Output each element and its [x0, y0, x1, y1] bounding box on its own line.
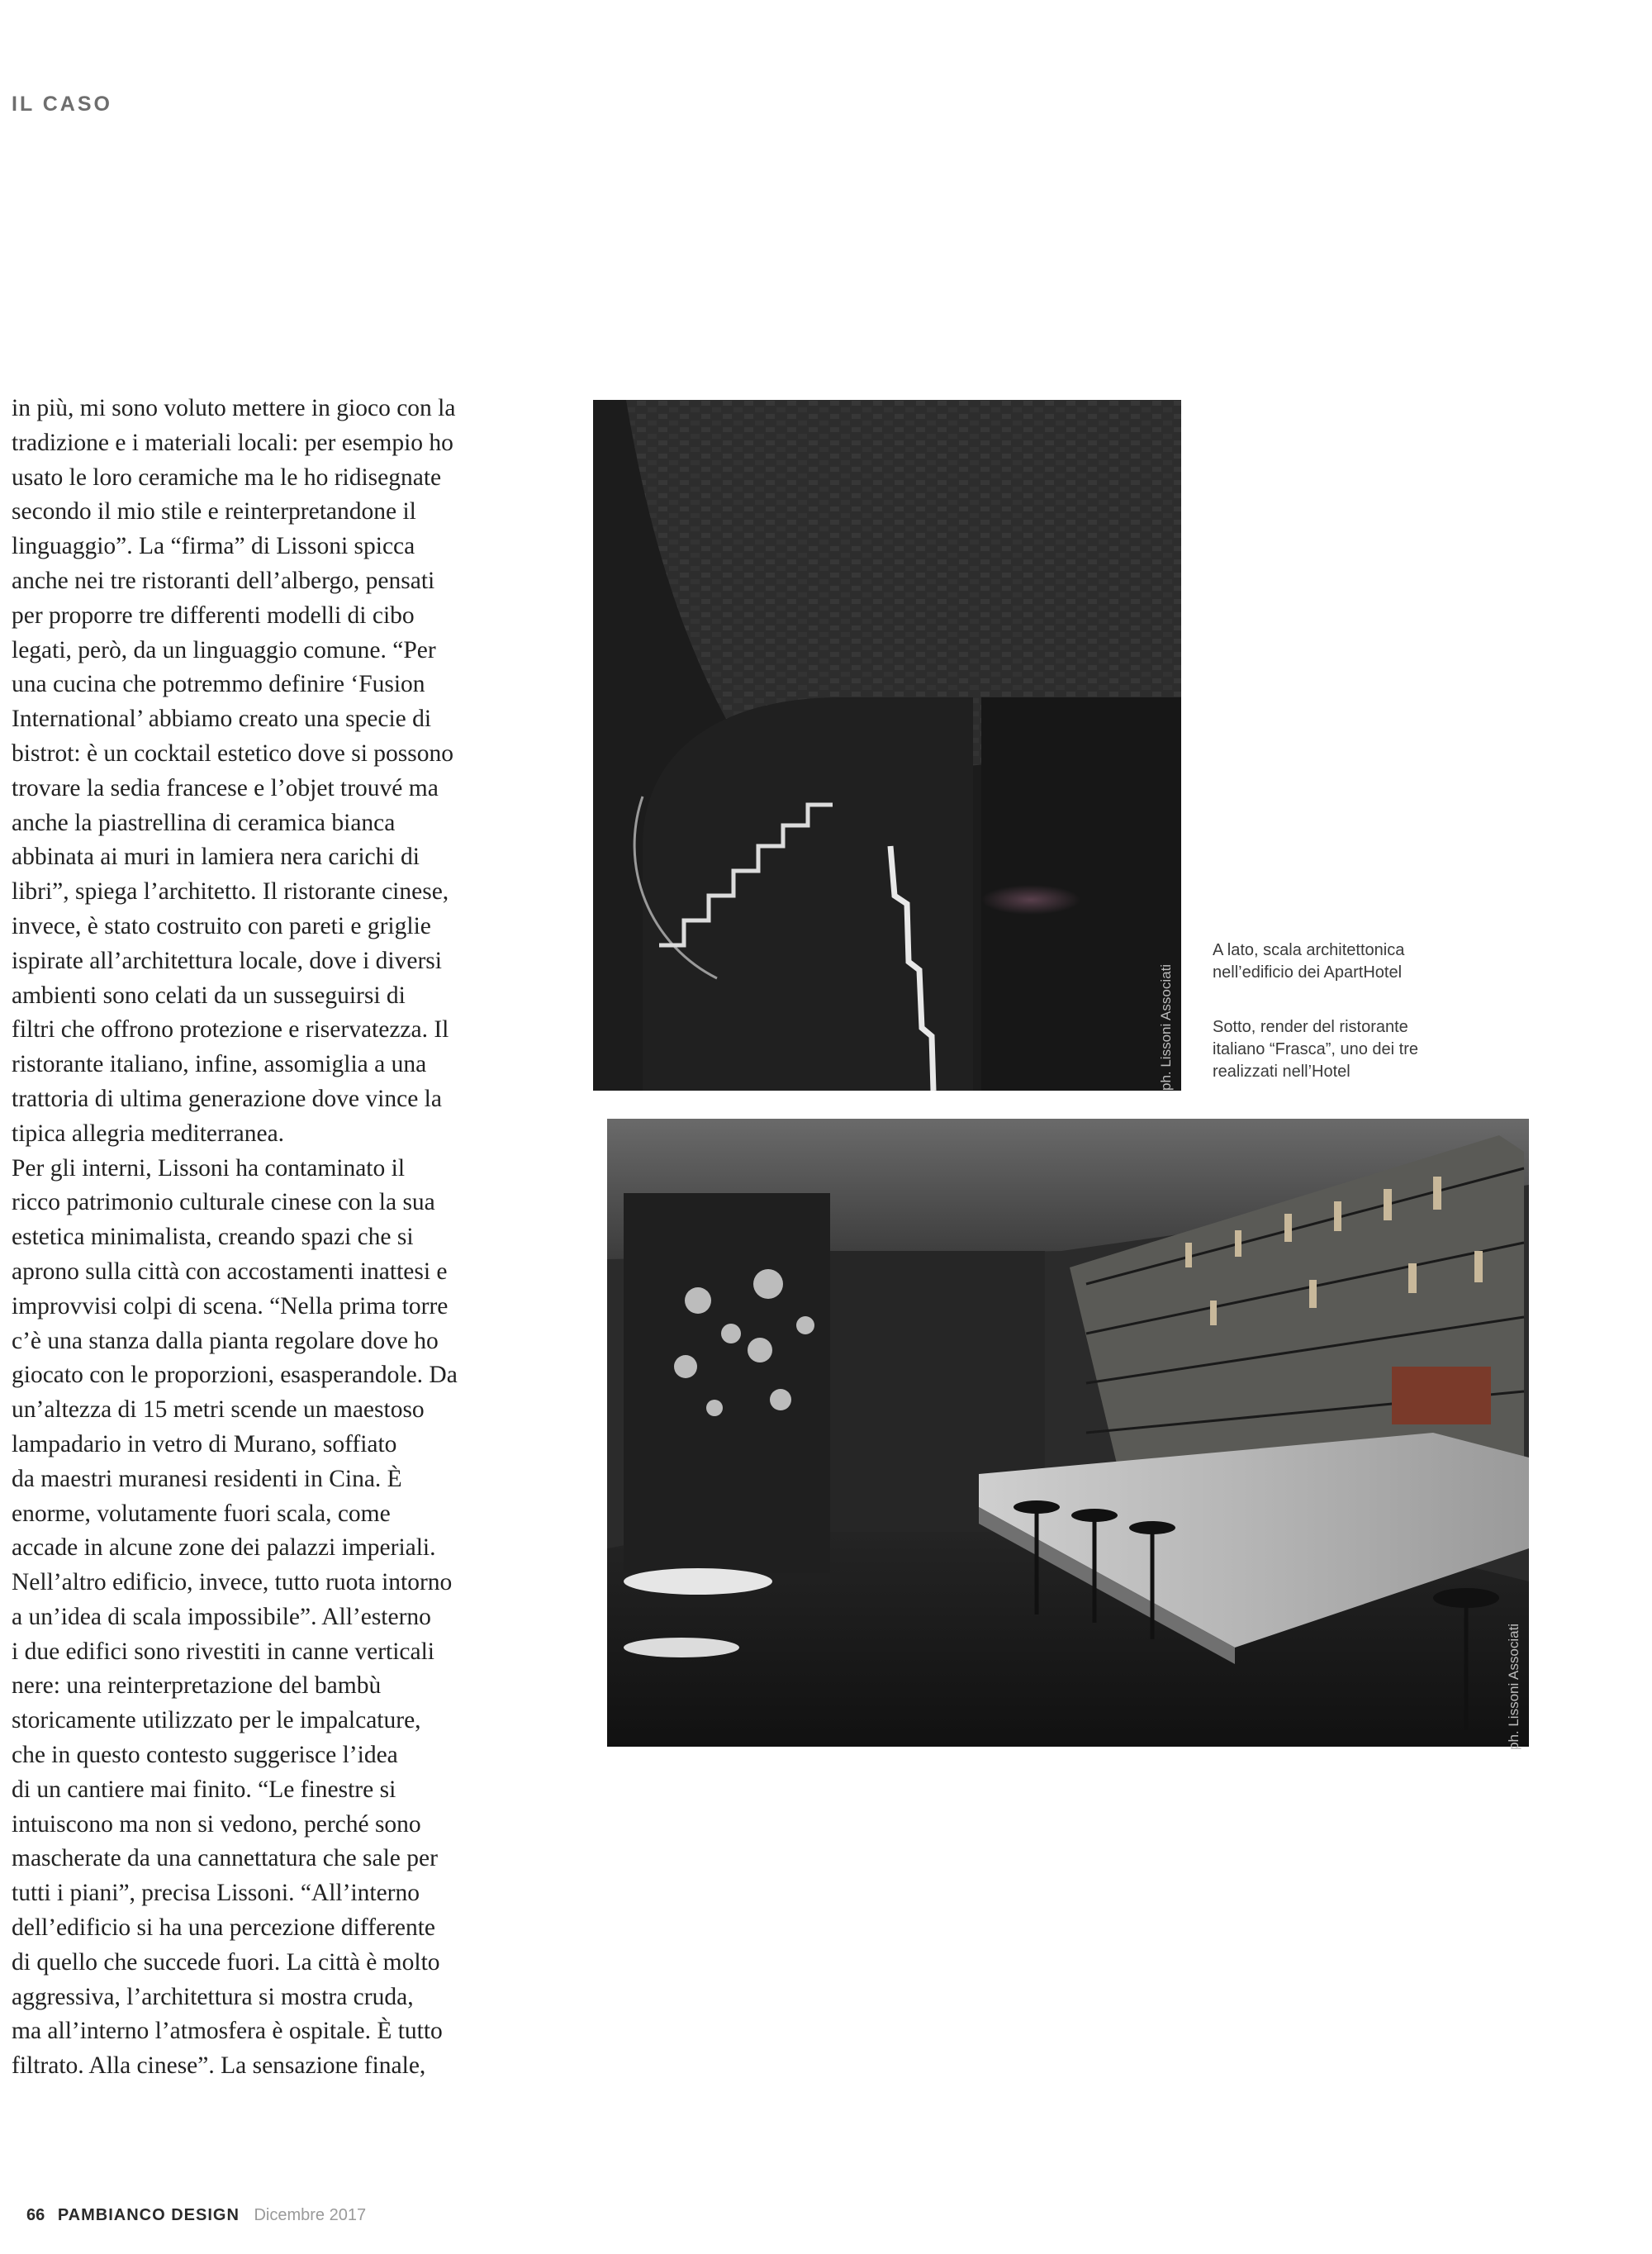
article-line: da maestri muranesi residenti in Cina. È — [12, 1465, 402, 1492]
article-line: ambienti sono celati da un susseguirsi di — [12, 982, 406, 1009]
article-line: di quello che succede fuori. La città è molto — [12, 1948, 440, 1976]
article-line: anche la piastrellina di ceramica bianca — [12, 809, 396, 836]
article-line: tipica allegria mediterranea. — [12, 1120, 285, 1147]
caption-line: Sotto, render del ristorante — [1213, 1018, 1408, 1036]
caption-line: realizzati nell’Hotel — [1213, 1063, 1351, 1081]
article-line: di un cantiere mai finito. “Le finestre si — [12, 1776, 396, 1803]
article-line: lampadario in vetro di Murano, soffiato — [12, 1430, 397, 1457]
article-line: tradizione e i materiali locali: per esempio ho — [12, 429, 453, 456]
article-line: abbinata ai muri in lamiera nera carichi di — [12, 844, 420, 871]
article-line: nere: una reinterpretazione del bambù — [12, 1672, 382, 1700]
article-line: bistrot: è un cocktail estetico dove si possono — [12, 739, 454, 767]
section-label: IL CASO — [12, 93, 112, 116]
issue-date: Dicembre 2017 — [254, 2206, 367, 2224]
article-line: un’altezza di 15 metri scende un maestoso — [12, 1396, 425, 1424]
article-line: secondo il mio stile e reinterpretandone il — [12, 498, 416, 525]
article-line: legati, però, da un linguaggio comune. “Per — [12, 636, 436, 663]
caption-line: nell’edificio dei ApartHotel — [1213, 963, 1403, 982]
staircase-photo-credit: ph. Lissoni Associati — [1158, 963, 1174, 1091]
article-line: Per gli interni, Lissoni ha contaminato il — [12, 1154, 406, 1182]
article-body — [12, 392, 557, 2084]
article-line: invece, è stato costruito con pareti e griglie — [12, 912, 431, 939]
article-line: improvvisi colpi di scena. “Nella prima torre — [12, 1292, 449, 1320]
article-line: ma all’interno l’atmosfera è ospitale. È tutto — [12, 2018, 443, 2045]
restaurant-illustration — [607, 1119, 1529, 1747]
staircase-photo — [593, 400, 1181, 1091]
article-line: accade in alcune zone dei palazzi imperiali. — [12, 1534, 436, 1562]
article-line: a un’idea di scala impossibile”. All’esterno — [12, 1603, 431, 1630]
article-line: che in questo contesto suggerisce l’idea — [12, 1742, 398, 1769]
article-line: trattoria di ultima generazione dove vince la — [12, 1085, 442, 1112]
article-line: i due edifici sono rivestiti in canne verticali — [12, 1638, 434, 1665]
article-line: trovare la sedia francese e l’objet trouvé ma — [12, 774, 439, 801]
article-line: una cucina che potremmo definire ‘Fusion — [12, 671, 425, 698]
article-line: tutti i piani”, precisa Lissoni. “All’interno — [12, 1880, 420, 1907]
article-line: ispirate all’architettura locale, dove i diversi — [12, 947, 442, 974]
caption-line: A lato, scala architettonica — [1213, 941, 1405, 959]
article-line: intuiscono ma non si vedono, perché sono — [12, 1810, 421, 1838]
article-line: filtri che offrono protezione e riservatezza. Il — [12, 1016, 449, 1044]
article-line: mascherate da una cannettatura che sale per — [12, 1845, 438, 1872]
article-line: ristorante italiano, infine, assomiglia a una — [12, 1051, 427, 1078]
restaurant-render — [607, 1119, 1529, 1747]
caption-staircase — [1213, 939, 1485, 984]
article-line: Nell’altro edificio, invece, tutto ruota intorno — [12, 1569, 453, 1596]
article-line: International’ abbiamo creato una specie di — [12, 706, 432, 733]
article-line: per proporre tre differenti modelli di cibo — [12, 602, 415, 629]
article-line: usato le loro ceramiche ma le ho ridisegnate — [12, 464, 442, 491]
caption-restaurant — [1213, 1016, 1485, 1083]
article-line: storicamente utilizzato per le impalcature, — [12, 1707, 421, 1734]
article-line: estetica minimalista, creando spazi che si — [12, 1224, 414, 1251]
article-line: anche nei tre ristoranti dell’albergo, pensati — [12, 567, 435, 594]
article-line: aggressiva, l’architettura si mostra cruda, — [12, 1983, 414, 2010]
article-line: c’è una stanza dalla pianta regolare dove ho — [12, 1327, 439, 1354]
article-line: filtrato. Alla cinese”. La sensazione finale, — [12, 2052, 426, 2080]
article-line: linguaggio”. La “firma” di Lissoni spicca — [12, 533, 415, 560]
article-line: enorme, volutamente fuori scala, come — [12, 1500, 391, 1527]
article-line: giocato con le proporzioni, esasperandole. Da — [12, 1362, 458, 1389]
caption-line: italiano “Frasca”, uno dei tre — [1213, 1040, 1419, 1058]
article-line: dell’edificio si ha una percezione differente — [12, 1914, 435, 1942]
restaurant-render-credit: ph. Lissoni Associati — [1506, 1623, 1521, 1750]
article-line: aprono sulla città con accostamenti inattesi e — [12, 1258, 448, 1285]
magazine-name: PAMBIANCO DESIGN — [57, 2206, 240, 2224]
page-number: 66 — [26, 2206, 45, 2224]
article-line: ricco patrimonio culturale cinese con la sua — [12, 1189, 435, 1216]
article-line: libri”, spiega l’architetto. Il ristorante cinese, — [12, 878, 449, 906]
page-footer — [26, 2206, 366, 2225]
staircase-illustration — [593, 400, 1181, 1091]
article-line: in più, mi sono voluto mettere in gioco con la — [12, 395, 456, 421]
